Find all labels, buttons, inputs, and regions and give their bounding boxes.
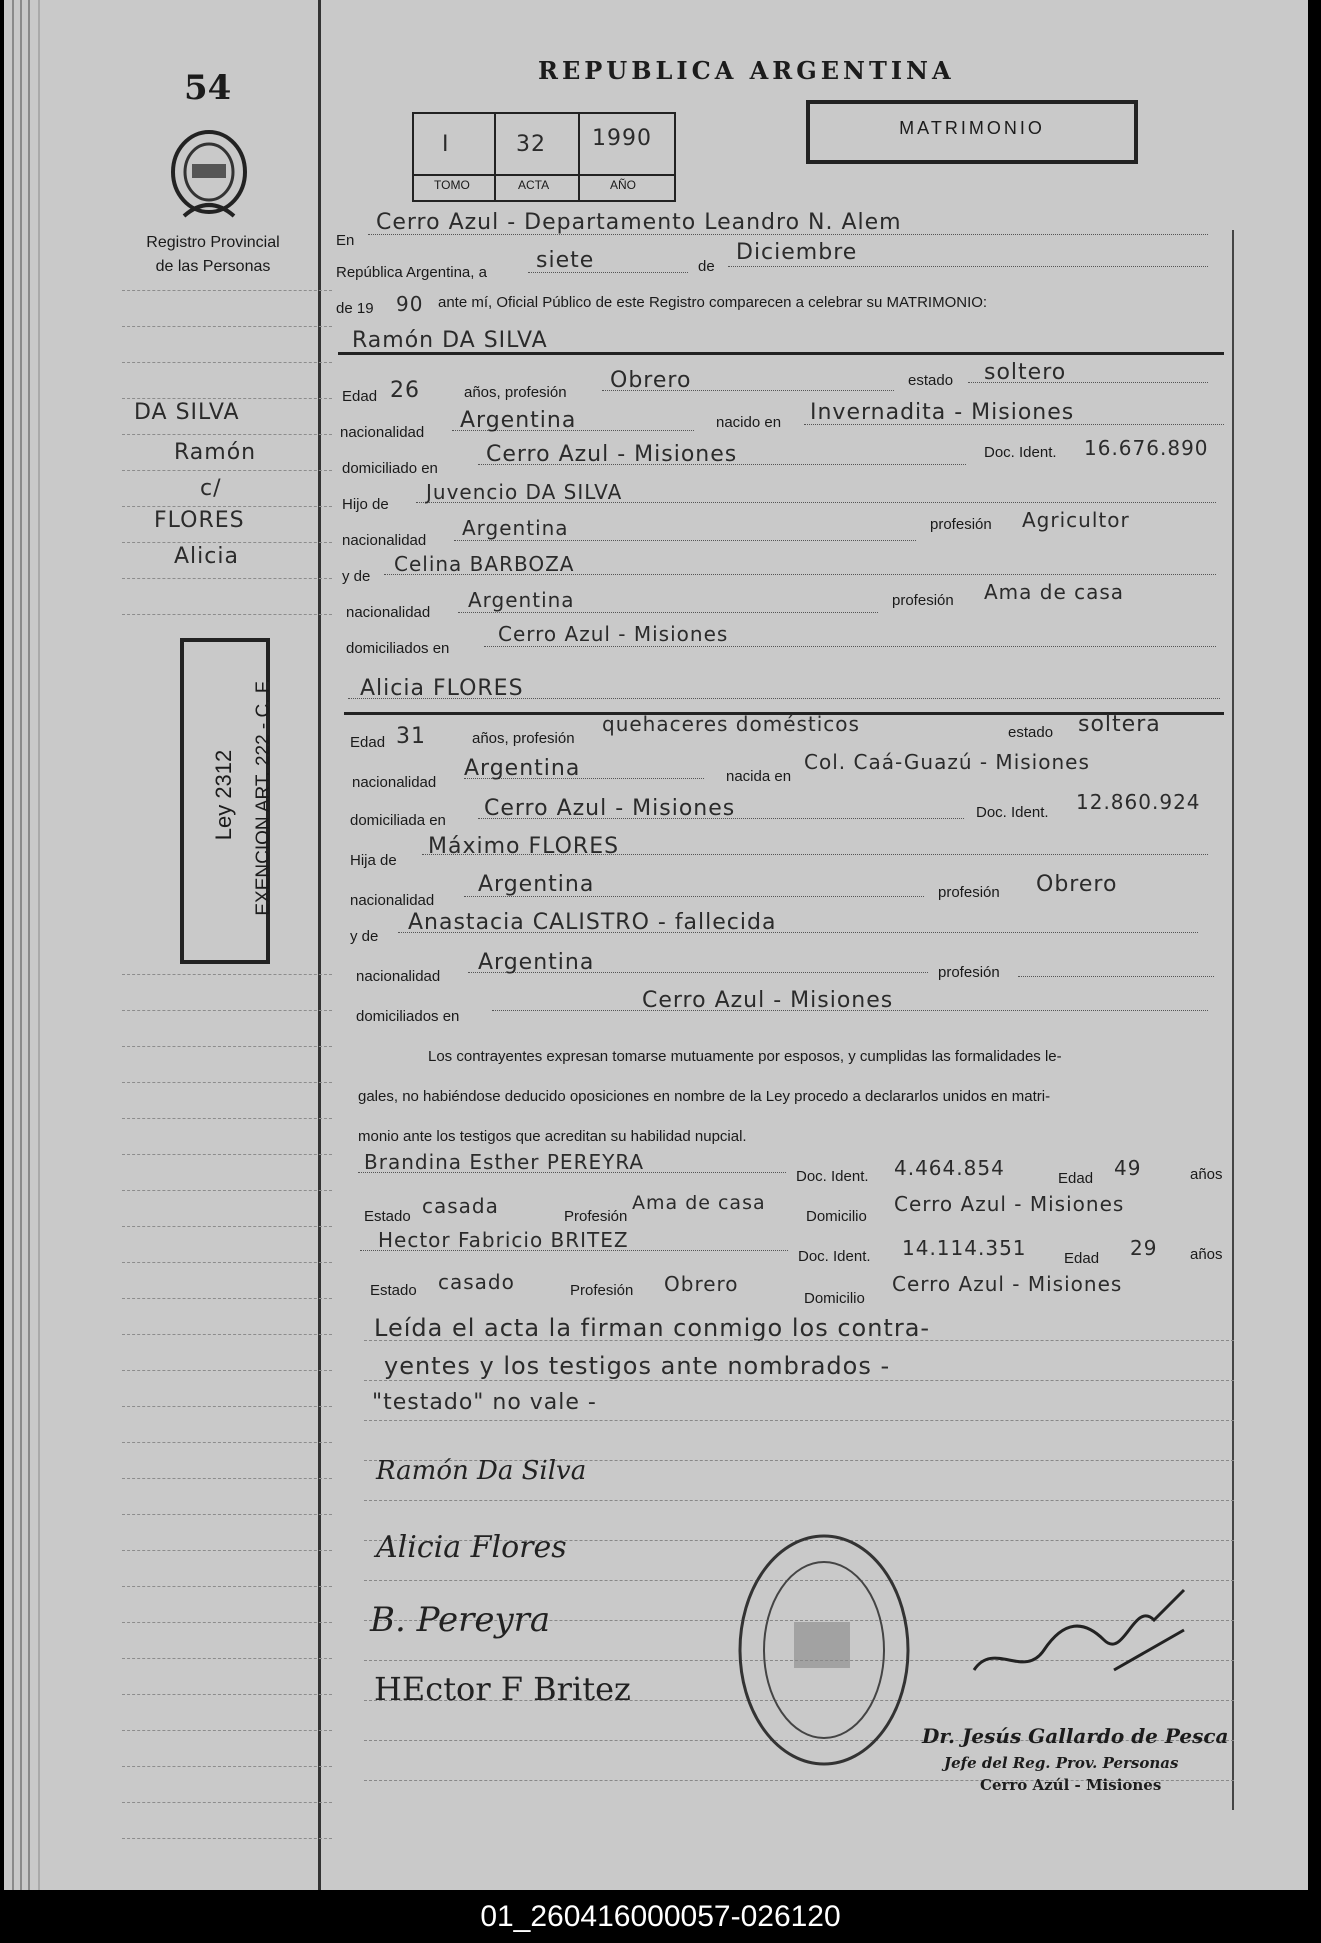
bride-parents-dom: Cerro Azul - Misiones: [642, 988, 894, 1013]
witness1-years-label: años: [1190, 1166, 1223, 1183]
margin-rule: [122, 578, 332, 579]
witness2-doc: 14.114.351: [902, 1236, 1027, 1260]
witness1-profession: Ama de casa: [632, 1192, 766, 1214]
republic-label: República Argentina, a: [336, 264, 487, 281]
witness1-status: casada: [422, 1194, 499, 1218]
bride-daughter-of-label: Hija de: [350, 852, 397, 869]
bride-father-prof-label: profesión: [938, 884, 1000, 901]
margin-rule: [122, 1082, 332, 1083]
groom-prof-label: años, profesión: [464, 384, 567, 401]
groom-dom-label: domiciliado en: [342, 460, 438, 477]
page-number: 54: [184, 68, 232, 108]
groom-domicile: Cerro Azul - Misiones: [486, 442, 738, 467]
margin-rule: [122, 1118, 332, 1119]
bride-mother-nat: Argentina: [478, 950, 595, 975]
closing-line1: Leída el acta la firman conmigo los contra-: [374, 1314, 931, 1342]
margin-rule: [122, 1262, 332, 1263]
margin-rule: [122, 362, 332, 363]
margin-note-line4: FLORES: [154, 508, 245, 533]
intro-place: Cerro Azul - Departamento Leandro N. Alem: [376, 210, 902, 235]
office-line2: de las Personas: [155, 258, 271, 275]
margin-rule: [122, 506, 332, 507]
margin-note-line2: Ramón: [174, 440, 257, 465]
bride-nat-label: nacionalidad: [352, 774, 437, 791]
witness1-age-label: Edad: [1058, 1170, 1094, 1187]
bride-age-label: Edad: [350, 734, 386, 751]
margin-rule: [122, 974, 332, 975]
bride-doc-label: Doc. Ident.: [976, 804, 1049, 821]
margin-rule: [122, 1838, 332, 1839]
de-label: de: [698, 258, 715, 275]
bride-birthplace: Col. Caá-Guazú - Misiones: [804, 750, 1090, 774]
bride-father-nat: Argentina: [478, 872, 595, 897]
bride-father-nat-label: nacionalidad: [350, 892, 435, 909]
margin-rule: [122, 434, 332, 435]
witness2-name: Hector Fabricio BRITEZ: [378, 1228, 629, 1252]
margin-rule: [122, 614, 332, 615]
signature-witness1: B. Pereyra: [370, 1600, 551, 1640]
groom-nat-label: nacionalidad: [340, 424, 425, 441]
margin-note-line5: Alicia: [174, 544, 239, 569]
margin-rule: [122, 1802, 332, 1803]
official-seal-icon: [734, 1530, 914, 1770]
groom-doc-label: Doc. Ident.: [984, 444, 1057, 461]
tomo-label: TOMO: [434, 178, 470, 192]
bride-mother-nat-label: nacionalidad: [356, 968, 441, 985]
witness1-prof-label: Profesión: [564, 1208, 628, 1225]
margin-rule: [122, 1442, 332, 1443]
witness1-name: Brandina Esther PEREYRA: [364, 1150, 645, 1174]
groom-father-nat: Argentina: [462, 516, 569, 540]
bride-parents-dom-label: domiciliados en: [356, 1008, 460, 1025]
margin-rule: [122, 470, 332, 471]
ano-value: 1990: [592, 126, 652, 151]
margin-rule: [122, 398, 332, 399]
record-type-box: [806, 100, 1138, 164]
margin-rule: [122, 290, 332, 291]
margin-rule: [122, 1154, 332, 1155]
groom-name: Ramón DA SILVA: [352, 328, 548, 353]
registry-box: [412, 112, 676, 202]
bride-status: soltera: [1078, 712, 1161, 737]
groom-son-of-label: Hijo de: [342, 496, 389, 513]
witness2-years-label: años: [1190, 1246, 1223, 1263]
margin-rule: [122, 1406, 332, 1407]
witness1-domicile: Cerro Azul - Misiones: [894, 1192, 1125, 1216]
bride-father: Máximo FLORES: [428, 834, 620, 859]
signature-bride: Alicia Flores: [376, 1530, 567, 1565]
closing-line2: yentes y los testigos ante nombrados -: [384, 1352, 891, 1380]
witness2-doc-label: Doc. Ident.: [798, 1248, 871, 1265]
witness2-status: casado: [438, 1270, 515, 1294]
margin-rule: [122, 1298, 332, 1299]
groom-parents-dom-label: domiciliados en: [346, 640, 450, 657]
margin-rule: [122, 1046, 332, 1047]
bride-domicile: Cerro Azul - Misiones: [484, 796, 736, 821]
margin-rule: [122, 1334, 332, 1335]
bride-mother: Anastacia CALISTRO - fallecida: [408, 910, 777, 935]
stamp-exemption: EXENCION ART. 222 - C. F.: [253, 678, 274, 916]
margin-rule: [122, 1730, 332, 1731]
intro-day: siete: [536, 248, 595, 273]
en-label: En: [336, 232, 355, 249]
margin-rule: [122, 1694, 332, 1695]
bride-age: 31: [396, 724, 426, 749]
tomo-value: I: [442, 132, 450, 157]
coat-of-arms-icon: [164, 124, 254, 224]
margin-rule: [122, 1190, 332, 1191]
groom-father-nat-label: nacionalidad: [342, 532, 427, 549]
witness1-dom-label: Domicilio: [806, 1208, 867, 1225]
margin-rule: [122, 1766, 332, 1767]
signature-groom: Ramón Da Silva: [376, 1456, 587, 1486]
intro-statement: ante mí, Oficial Público de este Registro comparecen a celebrar su MATRIMONIO:: [438, 294, 988, 311]
witness1-doc-label: Doc. Ident.: [796, 1168, 869, 1185]
groom-mother-prof: Ama de casa: [984, 580, 1125, 604]
margin-rule: [122, 1370, 332, 1371]
official-name: Dr. Jesús Gallardo de Pesca: [922, 1724, 1229, 1748]
bride-born-label: nacida en: [726, 768, 792, 785]
witness2-prof-label: Profesión: [570, 1282, 634, 1299]
acta-label: ACTA: [518, 178, 550, 192]
declaration-line3: monio ante los testigos que acreditan su habilidad nupcial.: [358, 1128, 747, 1145]
margin-rule: [122, 1586, 332, 1587]
groom-status: soltero: [984, 360, 1067, 385]
margin-rule: [122, 1658, 332, 1659]
groom-mother: Celina BARBOZA: [394, 552, 575, 576]
groom-doc: 16.676.890: [1084, 436, 1209, 460]
groom-mother-nat-label: nacionalidad: [346, 604, 431, 621]
bride-dom-label: domiciliada en: [350, 812, 446, 829]
witness2-age: 29: [1130, 1236, 1158, 1260]
margin-rule: [122, 326, 332, 327]
witness2-dom-label: Domicilio: [804, 1290, 865, 1307]
margin-rule: [122, 1010, 332, 1011]
groom-profession: Obrero: [610, 368, 692, 393]
margin-rule: [122, 1550, 332, 1551]
groom-father: Juvencio DA SILVA: [426, 480, 623, 504]
margin-rule: [122, 1226, 332, 1227]
groom-age-label: Edad: [342, 388, 378, 405]
groom-father-prof: Agricultor: [1022, 508, 1130, 532]
bride-name: Alicia FLORES: [360, 676, 524, 701]
official-title: Jefe del Reg. Prov. Personas: [944, 1754, 1179, 1772]
declaration-line2: gales, no habiéndose deducido oposiciones en nombre de la Ley procedo a declararlos unidos en matri-: [358, 1088, 1051, 1105]
bride-doc: 12.860.924: [1076, 790, 1201, 814]
stamp-law: Ley 2312: [211, 749, 236, 841]
signature-witness2: HEctor F Britez: [374, 1670, 631, 1708]
groom-and-of-label: y de: [342, 568, 371, 585]
margin-note-line3: c/: [200, 476, 222, 501]
groom-parents-dom: Cerro Azul - Misiones: [498, 622, 729, 646]
margin-rule: [122, 1514, 332, 1515]
law-stamp: [180, 638, 274, 964]
bride-status-label: estado: [1008, 724, 1054, 741]
witness2-age-label: Edad: [1064, 1250, 1100, 1267]
document-page: [4, 0, 1308, 1890]
declaration-line1: Los contrayentes expresan tomarse mutuamente por esposos, y cumplidas las formalidades le-: [428, 1048, 1062, 1065]
office-line1: Registro Provincial: [146, 234, 280, 251]
record-type: MATRIMONIO: [899, 118, 1045, 138]
groom-age: 26: [390, 378, 420, 403]
bride-prof-label: años, profesión: [472, 730, 575, 747]
groom-mother-prof-label: profesión: [892, 592, 954, 609]
margin-rule: [122, 1622, 332, 1623]
bride-father-prof: Obrero: [1036, 872, 1118, 897]
margin-rule: [122, 542, 332, 543]
bride-profession: quehaceres domésticos: [602, 712, 860, 736]
footer-id: 01_260416000057-026120: [480, 1900, 841, 1933]
bride-nationality: Argentina: [464, 756, 581, 781]
groom-birthplace: Invernadita - Misiones: [810, 400, 1075, 425]
year-label: de 19: [336, 300, 374, 317]
ano-label: AÑO: [610, 178, 637, 192]
margin-note-line1: DA SILVA: [134, 400, 240, 425]
groom-nationality: Argentina: [460, 408, 577, 433]
margin-rule: [122, 1478, 332, 1479]
bride-and-of-label: y de: [350, 928, 379, 945]
margin-divider: [318, 0, 321, 1890]
country-title: REPUBLICA ARGENTINA: [538, 56, 955, 85]
groom-status-label: estado: [908, 372, 954, 389]
acta-value: 32: [516, 132, 546, 157]
groom-mother-nat: Argentina: [468, 588, 575, 612]
witness2-profession: Obrero: [664, 1272, 739, 1296]
official-signature-icon: [964, 1580, 1194, 1700]
witness2-domicile: Cerro Azul - Misiones: [892, 1272, 1123, 1296]
witness2-status-label: Estado: [370, 1282, 417, 1299]
closing-line3: "testado" no vale -: [372, 1390, 597, 1415]
bride-mother-prof-label: profesión: [938, 964, 1000, 981]
right-border: [1232, 230, 1234, 1810]
official-place: Cerro Azúl - Misiones: [980, 1776, 1162, 1794]
witness1-age: 49: [1114, 1156, 1142, 1180]
year-digits: 90: [396, 292, 424, 316]
witness1-doc: 4.464.854: [894, 1156, 1005, 1180]
intro-month: Diciembre: [736, 240, 858, 265]
witness1-status-label: Estado: [364, 1208, 411, 1225]
groom-father-prof-label: profesión: [930, 516, 992, 533]
groom-born-label: nacido en: [716, 414, 782, 431]
